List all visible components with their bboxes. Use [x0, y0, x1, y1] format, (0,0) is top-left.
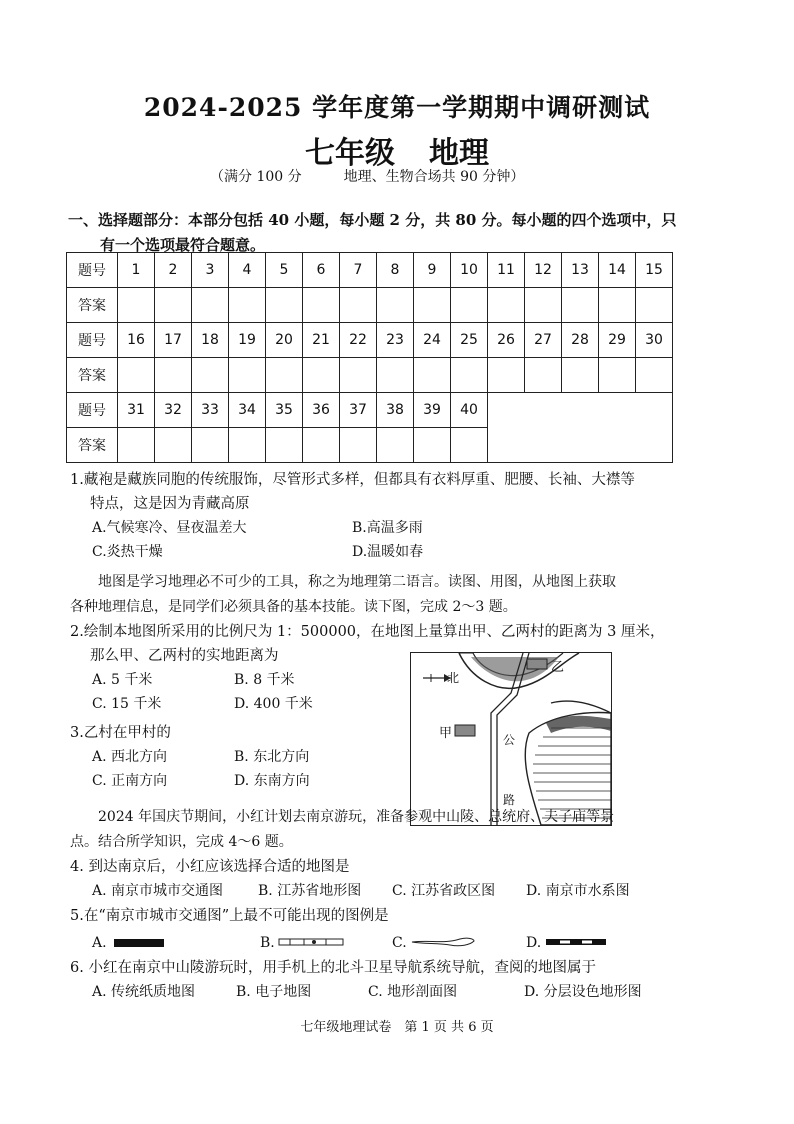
table-row — [67, 253, 673, 288]
question-number-cell: 15 — [636, 253, 673, 288]
answer-cell[interactable] — [118, 428, 155, 463]
question-number-cell: 3 — [192, 253, 229, 288]
option-a[interactable]: A. 南京市城市交通图 — [92, 883, 224, 899]
option-d[interactable]: D. 东南方向 — [234, 773, 310, 789]
answer-cell[interactable] — [266, 428, 303, 463]
answer-cell[interactable] — [488, 358, 525, 393]
option-d[interactable]: D.温暖如春 — [352, 544, 424, 560]
question-number-cell: 38 — [377, 393, 414, 428]
table-row — [67, 428, 673, 463]
question-number-cell: 2 — [155, 253, 192, 288]
answer-cell[interactable] — [377, 288, 414, 323]
legend-thick-line-icon — [114, 939, 164, 947]
answer-cell[interactable] — [340, 288, 377, 323]
question-number-cell: 40 — [451, 393, 488, 428]
empty-cell — [488, 393, 525, 428]
option-b[interactable]: B. 江苏省地形图 — [258, 883, 362, 899]
answer-cell[interactable] — [451, 358, 488, 393]
option-a[interactable]: A.气候寒冷、昼夜温差大 — [92, 520, 247, 536]
question-number-cell: 22 — [340, 323, 377, 358]
question-number-cell: 24 — [414, 323, 451, 358]
option-c[interactable]: C. 江苏省政区图 — [392, 883, 496, 899]
answer-cell[interactable] — [192, 358, 229, 393]
empty-cell — [562, 393, 599, 428]
answer-cell[interactable] — [636, 358, 673, 393]
answer-cell[interactable] — [414, 428, 451, 463]
question-6 — [70, 956, 760, 1006]
option-d[interactable]: D. — [526, 935, 542, 951]
question-number-cell: 26 — [488, 323, 525, 358]
answer-cell[interactable] — [192, 288, 229, 323]
table-header-cell: 题号 — [67, 253, 118, 288]
answer-cell[interactable] — [266, 288, 303, 323]
answer-cell[interactable] — [414, 358, 451, 393]
question-number-cell: 19 — [229, 323, 266, 358]
question-number-cell: 5 — [266, 253, 303, 288]
answer-cell[interactable] — [266, 358, 303, 393]
question-number-cell: 36 — [303, 393, 340, 428]
question-number-cell: 39 — [414, 393, 451, 428]
question-number-cell: 35 — [266, 393, 303, 428]
option-b[interactable]: B.高温多雨 — [352, 520, 423, 536]
question-number-cell: 30 — [636, 323, 673, 358]
question-text: 1.藏袍是藏族同胞的传统服饰，尽管形式多样，但都具有衣料厚重、肥腰、长袖、大襟等 — [70, 472, 635, 488]
answer-cell[interactable] — [118, 358, 155, 393]
question-number-cell: 7 — [340, 253, 377, 288]
road-label-2: 路 — [503, 793, 516, 807]
question-number-cell: 9 — [414, 253, 451, 288]
option-a[interactable]: A. 5 千米 — [92, 672, 153, 688]
question-number-cell: 37 — [340, 393, 377, 428]
option-c[interactable]: C. — [392, 935, 407, 951]
village-map — [410, 652, 612, 826]
answer-cell[interactable] — [229, 288, 266, 323]
answer-cell[interactable] — [303, 428, 340, 463]
question-text: 4. 到达南京后，小红应该选择合适的地图是 — [70, 859, 350, 875]
question-number-cell: 21 — [303, 323, 340, 358]
legend-boundary-icon — [546, 937, 606, 947]
grade-label: 七年级 — [305, 136, 395, 171]
option-a[interactable]: A. — [92, 935, 107, 951]
answer-cell[interactable] — [303, 358, 340, 393]
intro-paragraph — [70, 570, 740, 620]
answer-cell[interactable] — [377, 428, 414, 463]
empty-cell — [488, 428, 525, 463]
section-instructions — [68, 208, 758, 258]
question-number-cell: 34 — [229, 393, 266, 428]
question-number-cell: 14 — [599, 253, 636, 288]
answer-cell[interactable] — [525, 358, 562, 393]
question-text: 5.在“南京市城市交通图”上最不可能出现的图例是 — [70, 908, 389, 924]
answer-cell[interactable] — [636, 288, 673, 323]
answer-cell[interactable] — [377, 358, 414, 393]
answer-cell[interactable] — [155, 358, 192, 393]
intro-paragraph — [70, 805, 750, 855]
answer-cell[interactable] — [525, 288, 562, 323]
road-label-1: 公 — [503, 733, 516, 747]
question-number-cell: 29 — [599, 323, 636, 358]
intro-line: 2024 年国庆节期间，小红计划去南京游玩，准备参观中山陵、总统府、夫子庙等景 — [98, 809, 615, 825]
answer-cell[interactable] — [303, 288, 340, 323]
option-b[interactable]: B. 东北方向 — [234, 749, 310, 765]
question-text: 2.绘制本地图所采用的比例尺为 1：500000，在地图上量算出甲、乙两村的距离为 3 厘米， — [70, 624, 665, 640]
section-line-2: 有一个选项最符合题意。 — [100, 236, 266, 254]
empty-cell — [525, 393, 562, 428]
empty-cell — [599, 393, 636, 428]
question-text: 6. 小红在南京中山陵游玩时，用手机上的北斗卫星导航系统导航，查阅的地图属于 — [70, 960, 596, 976]
answer-cell[interactable] — [155, 288, 192, 323]
table-header-cell: 答案 — [67, 288, 118, 323]
answer-table — [66, 252, 673, 463]
village-a-label: 甲 — [439, 726, 453, 741]
exam-note: （满分 100 分 地理、生物合场共 90 分钟） — [210, 169, 525, 185]
question-number-cell: 32 — [155, 393, 192, 428]
option-a[interactable]: A. 西北方向 — [92, 749, 168, 765]
option-b[interactable]: B. 8 千米 — [234, 672, 295, 688]
question-number-cell: 8 — [377, 253, 414, 288]
question-number-cell: 27 — [525, 323, 562, 358]
table-row — [67, 393, 673, 428]
question-number-cell: 1 — [118, 253, 155, 288]
option-b[interactable]: B. 电子地图 — [236, 984, 312, 1000]
answer-cell[interactable] — [155, 428, 192, 463]
option-c[interactable]: C. 正南方向 — [92, 773, 168, 789]
intro-line: 地图是学习地理必不可少的工具，称之为地理第二语言。读图、用图，从地图上获取 — [98, 574, 616, 590]
answer-cell[interactable] — [451, 288, 488, 323]
table-header-cell: 答案 — [67, 428, 118, 463]
answer-cell[interactable] — [451, 428, 488, 463]
answer-cell[interactable] — [562, 288, 599, 323]
question-number-cell: 18 — [192, 323, 229, 358]
answer-cell[interactable] — [340, 428, 377, 463]
question-number-cell: 31 — [118, 393, 155, 428]
empty-cell — [636, 393, 673, 428]
question-1 — [70, 468, 750, 564]
question-text: 3.乙村在甲村的 — [70, 725, 171, 741]
subject-label: 地理 — [429, 136, 489, 171]
option-d[interactable]: D. 南京市水系图 — [526, 883, 630, 899]
answer-cell[interactable] — [340, 358, 377, 393]
table-header-cell: 题号 — [67, 393, 118, 428]
north-label: 北 — [447, 671, 460, 685]
intro-line: 各种地理信息，是同学们必须具备的基本技能。读下图，完成 2～3 题。 — [70, 599, 517, 615]
question-number-cell: 16 — [118, 323, 155, 358]
empty-cell — [525, 428, 562, 463]
question-number-cell: 6 — [303, 253, 340, 288]
answer-cell[interactable] — [599, 358, 636, 393]
table-row — [67, 323, 673, 358]
table-header-cell: 题号 — [67, 323, 118, 358]
page-footer: 七年级地理试卷 第 1 页 共 6 页 — [300, 1020, 494, 1035]
village-b-label: 乙 — [551, 660, 565, 675]
option-d[interactable]: D. 400 千米 — [234, 696, 313, 712]
question-number-cell: 13 — [562, 253, 599, 288]
question-number-cell: 11 — [488, 253, 525, 288]
question-number-cell: 23 — [377, 323, 414, 358]
question-number-cell: 28 — [562, 323, 599, 358]
table-header-cell: 答案 — [67, 358, 118, 393]
table-row — [67, 358, 673, 393]
question-number-cell: 25 — [451, 323, 488, 358]
question-3 — [70, 721, 400, 793]
empty-cell — [562, 428, 599, 463]
section-line-1: 一、选择题部分：本部分包括 40 小题，每小题 2 分，共 80 分。每小题的四个选项中，只 — [68, 211, 677, 229]
answer-cell[interactable] — [599, 288, 636, 323]
answer-cell[interactable] — [229, 428, 266, 463]
option-c[interactable]: C.炎热干燥 — [92, 544, 163, 560]
option-c[interactable]: C. 地形剖面图 — [368, 984, 458, 1000]
option-a[interactable]: A. 传统纸质地图 — [92, 984, 196, 1000]
answer-cell[interactable] — [229, 358, 266, 393]
question-number-cell: 12 — [525, 253, 562, 288]
empty-cell — [599, 428, 636, 463]
question-number-cell: 4 — [229, 253, 266, 288]
question-number-cell: 20 — [266, 323, 303, 358]
question-number-cell: 33 — [192, 393, 229, 428]
question-number-cell: 10 — [451, 253, 488, 288]
exam-title: 2024-2025 学年度第一学期期中调研测试 — [143, 93, 651, 122]
table-row — [67, 288, 673, 323]
option-c[interactable]: C. 15 千米 — [92, 696, 162, 712]
answer-cell[interactable] — [118, 288, 155, 323]
question-text: 那么甲、乙两村的实地距离为 — [90, 648, 279, 664]
option-b[interactable]: B. — [260, 935, 275, 951]
intro-line: 点。结合所学知识，完成 4～6 题。 — [70, 834, 293, 850]
question-5 — [70, 904, 750, 956]
answer-cell[interactable] — [414, 288, 451, 323]
answer-cell[interactable] — [192, 428, 229, 463]
legend-river-icon — [410, 935, 476, 949]
legend-railway-icon — [278, 936, 344, 948]
empty-cell — [636, 428, 673, 463]
answer-cell[interactable] — [562, 358, 599, 393]
question-4 — [70, 855, 750, 905]
question-number-cell: 17 — [155, 323, 192, 358]
answer-cell[interactable] — [488, 288, 525, 323]
question-text: 特点，这是因为青藏高原 — [90, 496, 250, 512]
option-d[interactable]: D. 分层设色地形图 — [524, 984, 642, 1000]
